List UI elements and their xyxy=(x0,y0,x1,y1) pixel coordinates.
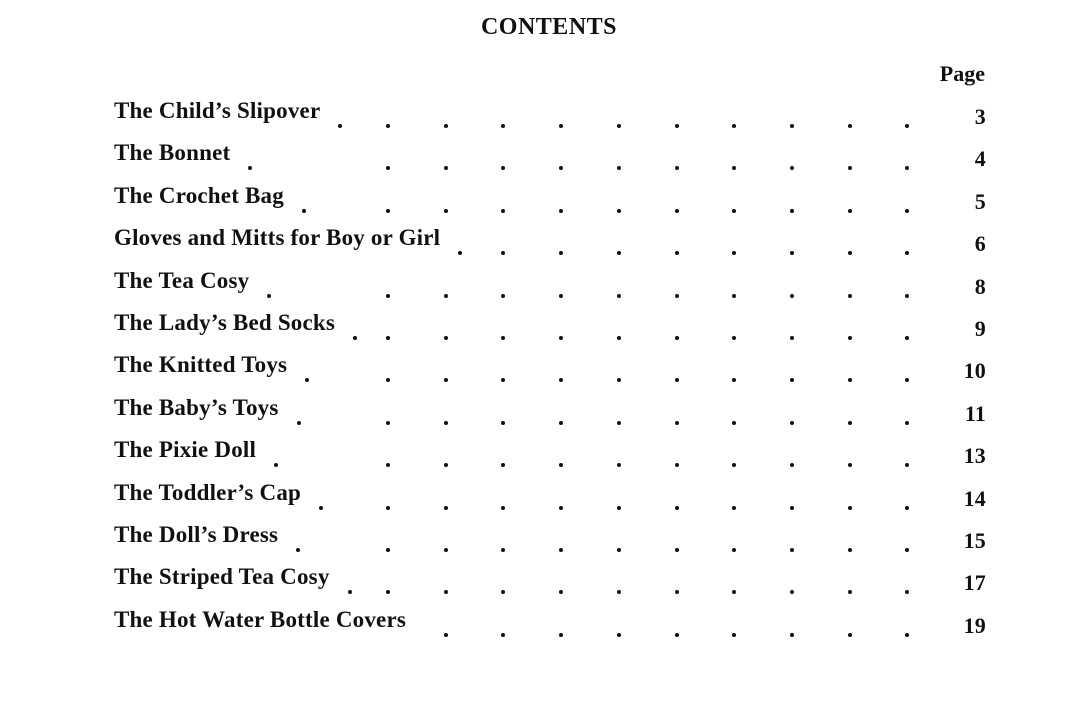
leader-dot xyxy=(248,166,252,170)
leader-dot xyxy=(790,548,794,552)
entry-page-number: 6 xyxy=(974,231,986,257)
leader-dot xyxy=(444,166,448,170)
leader-dot xyxy=(905,209,909,213)
leader-dot xyxy=(617,166,621,170)
leader-dot xyxy=(617,548,621,552)
leader-dot xyxy=(732,124,736,128)
leader-dot xyxy=(297,421,301,425)
leader-dot xyxy=(675,463,679,467)
leader-dot xyxy=(302,209,306,213)
leader-dot xyxy=(444,294,448,298)
leader-dot xyxy=(790,506,794,510)
leader-dot xyxy=(675,336,679,340)
leader-dot xyxy=(675,548,679,552)
leader-dot xyxy=(790,294,794,298)
entry-page-number: 19 xyxy=(963,612,986,638)
leader-dot xyxy=(444,421,448,425)
dot-leader xyxy=(114,421,986,425)
leader-dot xyxy=(501,590,505,594)
entry-page-number: 13 xyxy=(963,443,986,469)
leader-dot xyxy=(386,590,390,594)
leader-dot xyxy=(905,166,909,170)
leader-dot xyxy=(732,548,736,552)
leader-dot xyxy=(501,463,505,467)
leader-dot xyxy=(386,506,390,510)
leader-dot xyxy=(732,251,736,255)
contents-entry xyxy=(114,181,986,223)
contents-entry xyxy=(114,308,986,350)
leader-dot xyxy=(617,294,621,298)
entry-title: The Crochet Bag xyxy=(114,183,288,209)
entry-page-number: 9 xyxy=(974,315,986,341)
contents-entry xyxy=(114,435,986,477)
leader-dot xyxy=(617,209,621,213)
leader-dot xyxy=(444,548,448,552)
leader-dot xyxy=(732,506,736,510)
entry-page-number: 14 xyxy=(963,485,986,511)
dot-leader xyxy=(114,251,986,255)
leader-dot xyxy=(675,251,679,255)
leader-dot xyxy=(501,336,505,340)
leader-dot xyxy=(353,336,357,340)
leader-dot xyxy=(905,463,909,467)
leader-dot xyxy=(790,124,794,128)
leader-dot xyxy=(848,378,852,382)
leader-dot xyxy=(501,166,505,170)
leader-dot xyxy=(559,166,563,170)
leader-dot xyxy=(296,548,300,552)
leader-dot xyxy=(559,336,563,340)
leader-dot xyxy=(444,463,448,467)
leader-dot xyxy=(790,463,794,467)
leader-dot xyxy=(501,209,505,213)
contents-entry xyxy=(114,138,986,180)
leader-dot xyxy=(790,633,794,637)
contents-list xyxy=(114,96,986,647)
entry-page-number: 8 xyxy=(974,273,986,299)
dot-leader xyxy=(114,294,986,298)
leader-dot xyxy=(732,294,736,298)
leader-dot xyxy=(617,463,621,467)
entry-title: Gloves and Mitts for Boy or Girl xyxy=(114,225,444,251)
leader-dot xyxy=(848,251,852,255)
leader-dot xyxy=(501,124,505,128)
leader-dot xyxy=(848,590,852,594)
leader-dot xyxy=(848,506,852,510)
entry-title: The Child’s Slipover xyxy=(114,98,324,124)
contents-entry xyxy=(114,393,986,435)
dot-leader xyxy=(114,336,986,340)
entry-page-number: 4 xyxy=(974,146,986,172)
leader-dot xyxy=(732,421,736,425)
entry-title: The Striped Tea Cosy xyxy=(114,564,334,590)
leader-dot xyxy=(559,251,563,255)
leader-dot xyxy=(675,166,679,170)
leader-dot xyxy=(675,209,679,213)
leader-dot xyxy=(386,124,390,128)
contents-entry xyxy=(114,562,986,604)
leader-dot xyxy=(675,633,679,637)
leader-dot xyxy=(617,633,621,637)
leader-dot xyxy=(675,294,679,298)
leader-dot xyxy=(675,421,679,425)
contents-entry xyxy=(114,223,986,265)
leader-dot xyxy=(732,590,736,594)
leader-dot xyxy=(617,590,621,594)
leader-dot xyxy=(501,633,505,637)
entry-page-number: 10 xyxy=(963,358,986,384)
leader-dot xyxy=(444,124,448,128)
leader-dot xyxy=(338,124,342,128)
leader-dot xyxy=(790,336,794,340)
leader-dot xyxy=(905,506,909,510)
leader-dot xyxy=(444,633,448,637)
dot-leader xyxy=(114,506,986,510)
leader-dot xyxy=(790,166,794,170)
leader-dot xyxy=(444,209,448,213)
leader-dot xyxy=(905,336,909,340)
leader-dot xyxy=(559,548,563,552)
leader-dot xyxy=(848,548,852,552)
dot-leader xyxy=(114,378,986,382)
leader-dot xyxy=(848,421,852,425)
leader-dot xyxy=(848,166,852,170)
leader-dot xyxy=(501,548,505,552)
leader-dot xyxy=(675,124,679,128)
leader-dot xyxy=(848,209,852,213)
contents-entry xyxy=(114,350,986,392)
leader-dot xyxy=(905,124,909,128)
leader-dot xyxy=(848,124,852,128)
leader-dot xyxy=(848,463,852,467)
dot-leader xyxy=(114,548,986,552)
leader-dot xyxy=(617,421,621,425)
leader-dot xyxy=(267,294,271,298)
entry-page-number: 3 xyxy=(974,104,986,129)
page-title: CONTENTS xyxy=(480,14,618,40)
leader-dot xyxy=(444,378,448,382)
leader-dot xyxy=(790,421,794,425)
leader-dot xyxy=(848,294,852,298)
dot-leader xyxy=(114,590,986,594)
leader-dot xyxy=(617,336,621,340)
leader-dot xyxy=(905,548,909,552)
leader-dot xyxy=(559,633,563,637)
leader-dot xyxy=(905,421,909,425)
leader-dot xyxy=(905,378,909,382)
leader-dot xyxy=(386,378,390,382)
contents-entry xyxy=(114,478,986,520)
leader-dot xyxy=(790,590,794,594)
entry-title: The Pixie Doll xyxy=(114,437,260,463)
dot-leader xyxy=(114,463,986,467)
dot-leader xyxy=(114,209,986,213)
leader-dot xyxy=(848,336,852,340)
entry-title: The Lady’s Bed Socks xyxy=(114,310,339,336)
page-column-heading: Page xyxy=(939,61,985,86)
leader-dot xyxy=(617,124,621,128)
entry-title: The Doll’s Dress xyxy=(114,522,282,548)
contents-entry xyxy=(114,266,986,308)
leader-dot xyxy=(386,421,390,425)
leader-dot xyxy=(444,336,448,340)
entry-title: The Tea Cosy xyxy=(114,268,253,294)
entry-title: The Bonnet xyxy=(114,140,234,166)
entry-title: The Knitted Toys xyxy=(114,352,291,378)
leader-dot xyxy=(790,251,794,255)
leader-dot xyxy=(305,378,309,382)
dot-leader xyxy=(114,124,986,128)
entry-page-number: 15 xyxy=(963,527,986,553)
entry-page-number: 17 xyxy=(963,570,986,596)
leader-dot xyxy=(905,590,909,594)
leader-dot xyxy=(501,294,505,298)
entry-page-number: 5 xyxy=(974,188,986,214)
leader-dot xyxy=(386,463,390,467)
leader-dot xyxy=(675,506,679,510)
entry-page-number: 11 xyxy=(964,400,986,426)
leader-dot xyxy=(319,506,323,510)
entry-title: The Hot Water Bottle Covers xyxy=(114,607,410,633)
leader-dot xyxy=(559,294,563,298)
leader-dot xyxy=(617,251,621,255)
leader-dot xyxy=(675,590,679,594)
leader-dot xyxy=(386,209,390,213)
leader-dot xyxy=(444,506,448,510)
leader-dot xyxy=(732,463,736,467)
entry-title: The Toddler’s Cap xyxy=(114,480,305,506)
leader-dot xyxy=(732,209,736,213)
leader-dot xyxy=(617,506,621,510)
dot-leader xyxy=(114,633,986,637)
contents-entry xyxy=(114,520,986,562)
leader-dot xyxy=(848,633,852,637)
leader-dot xyxy=(559,590,563,594)
contents-entry xyxy=(114,96,986,138)
leader-dot xyxy=(274,463,278,467)
leader-dot xyxy=(501,251,505,255)
leader-dot xyxy=(458,251,462,255)
leader-dot xyxy=(732,378,736,382)
leader-dot xyxy=(617,378,621,382)
dot-leader xyxy=(114,166,986,170)
leader-dot xyxy=(732,633,736,637)
leader-dot xyxy=(905,633,909,637)
leader-dot xyxy=(559,378,563,382)
leader-dot xyxy=(732,336,736,340)
leader-dot xyxy=(790,378,794,382)
leader-dot xyxy=(501,506,505,510)
leader-dot xyxy=(675,378,679,382)
leader-dot xyxy=(559,506,563,510)
leader-dot xyxy=(559,463,563,467)
entry-title: The Baby’s Toys xyxy=(114,395,283,421)
contents-entry xyxy=(114,605,986,647)
leader-dot xyxy=(559,124,563,128)
leader-dot xyxy=(386,294,390,298)
leader-dot xyxy=(559,421,563,425)
leader-dot xyxy=(348,590,352,594)
leader-dot xyxy=(905,251,909,255)
leader-dot xyxy=(501,421,505,425)
leader-dot xyxy=(732,166,736,170)
leader-dot xyxy=(790,209,794,213)
leader-dot xyxy=(386,548,390,552)
leader-dot xyxy=(386,336,390,340)
leader-dot xyxy=(559,209,563,213)
leader-dot xyxy=(905,294,909,298)
leader-dot xyxy=(386,166,390,170)
leader-dot xyxy=(501,378,505,382)
leader-dot xyxy=(444,590,448,594)
